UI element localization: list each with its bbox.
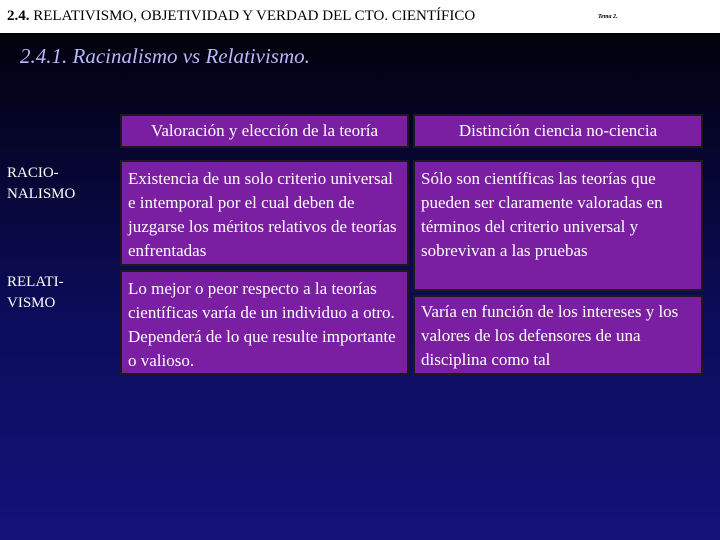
title-text: RELATIVISMO, OBJETIVIDAD Y VERDAD DEL CTO. CIENTÍFICO — [33, 8, 476, 24]
topic-tag: Tema 2. — [598, 14, 618, 20]
cell-racionalismo-valoracion: Existencia de un solo criterio universal e intemporal por el cual deben de juzgarse los méritos relativos de teorías enfrentadas — [120, 160, 409, 266]
column-header-valoracion: Valoración y elección de la teoría — [120, 114, 409, 148]
row-label-line: RACIO- — [7, 165, 59, 181]
row-label-line: NALISMO — [7, 186, 76, 202]
title-bar — [0, 0, 720, 33]
cell-racionalismo-distincion: Sólo son científicas las teorías que pueden ser claramente valoradas en términos del criterio universal y sobrevivan a las pruebas — [413, 160, 703, 291]
column-header-distincion: Distinción ciencia no-ciencia — [413, 114, 703, 148]
slide-subtitle: 2.4.1. Racinalismo vs Relativismo. — [20, 44, 310, 68]
slide-title — [7, 8, 475, 25]
row-label-line: RELATI- — [7, 274, 64, 290]
cell-relativismo-valoracion: Lo mejor o peor respecto a la teorías científicas varía de un individuo a otro. Dependerá de lo que resulte importante o valioso. — [120, 270, 409, 375]
row-label-relativismo — [7, 272, 64, 314]
row-label-racionalismo — [7, 163, 75, 205]
cell-relativismo-distincion: Varía en función de los intereses y los valores de los defensores de una disciplina como tal — [413, 295, 703, 375]
section-number: 2.4. — [7, 8, 30, 24]
row-label-line: VISMO — [7, 295, 56, 311]
